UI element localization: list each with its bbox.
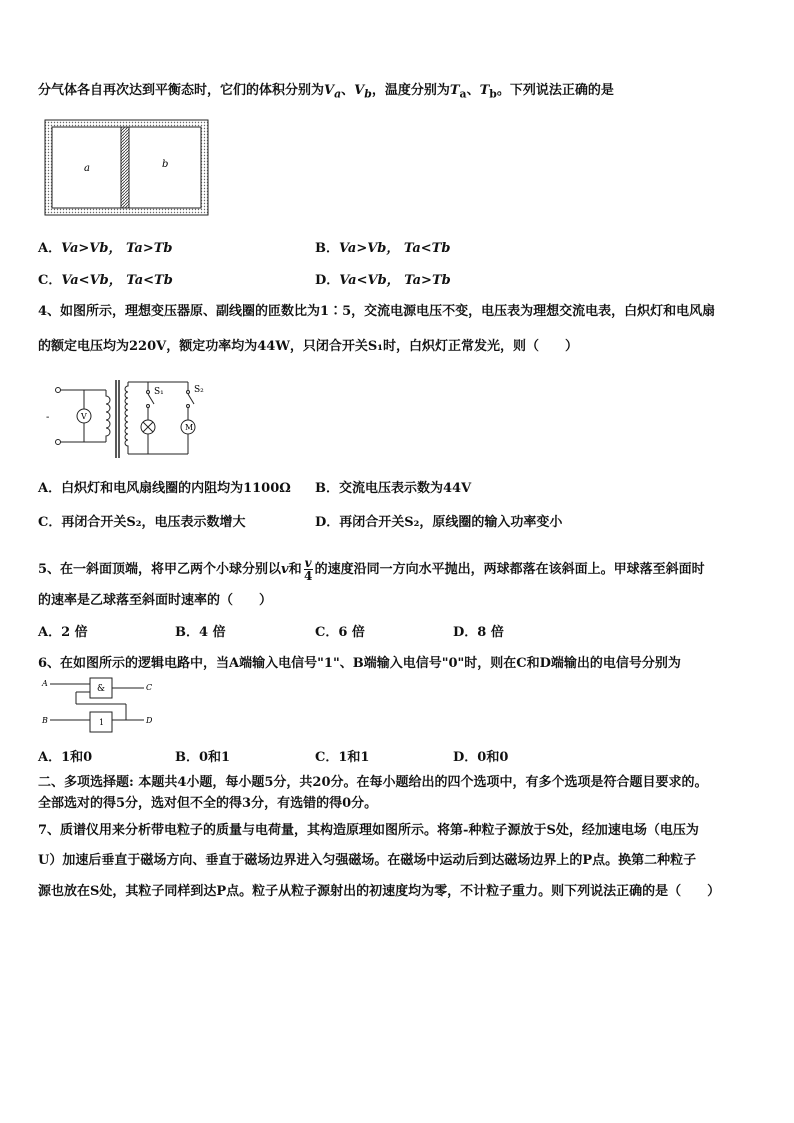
q4-switch-s2 [188, 394, 194, 404]
q5-option-d-text: 8 倍 [477, 625, 504, 640]
q5-option-a-label: A． [38, 625, 62, 640]
q3-piston [121, 127, 129, 208]
q4-option-c[interactable] [38, 514, 245, 532]
q5-stem-line2: 的速率是乙球落至斜面时速率的（ ） [38, 593, 273, 608]
q5-option-b[interactable] [175, 624, 226, 642]
q6-label-b: B [42, 716, 48, 725]
q4-label-v: V [81, 412, 87, 421]
q3-sep1: 、 [341, 83, 355, 98]
q3-option-d[interactable] [315, 272, 451, 290]
q4-secondary-coil [125, 382, 128, 454]
q5-option-c[interactable] [315, 624, 365, 642]
q6-option-c-label: C． [315, 750, 339, 765]
q4-option-a-text: 白炽灯和电风扇线圈的内阻均为1100Ω [61, 481, 291, 496]
q3-sub-b: b [364, 87, 372, 101]
q4-label-s1: S₁ [154, 387, 164, 397]
q6-stem-line1: 6、在如图所示的逻辑电路中，当A端输入电信号"1"、B端输入电信号"0"时，则在C和D端输出的电信号分别为 [38, 656, 681, 671]
q3-option-c-text: Va<Vb， Ta<Tb [61, 273, 173, 288]
q3-option-b-label: B． [315, 241, 339, 256]
q5-option-d-label: D． [453, 625, 478, 640]
q6-option-a-text: 1和0 [61, 750, 93, 765]
q7-stem-line3: 源也放在S处，其粒子同样到达P点。粒子从粒子源射出的初速度均为零，不计粒子重力。则下列说法正确的是（ ） [38, 884, 721, 899]
q6-option-c-text: 1和1 [338, 750, 370, 765]
q3-option-b-text: Va>Vb， Ta<Tb [339, 241, 451, 256]
q3-stem-text: 分气体各自再次达到平衡态时，它们的体积分别为 [38, 83, 325, 98]
q6-option-d-text: 0和0 [477, 750, 509, 765]
q6-option-a[interactable] [38, 749, 92, 767]
q3-option-b[interactable] [315, 240, 450, 258]
q6-option-b-label: B． [175, 750, 199, 765]
q3-symbol-t2: T [479, 83, 490, 98]
q3-option-a[interactable] [38, 240, 173, 258]
q3-sub-a2: a [459, 87, 467, 101]
section2-header-line1: 二、多项选择题: 本题共4小题，每小题5分，共20分。在每小题给出的四个选项中，有多个选项是符合题目要求的。 [38, 775, 708, 790]
q6-option-c[interactable] [315, 749, 369, 767]
q6-label-a: A [42, 679, 48, 688]
q4-option-b[interactable] [315, 480, 471, 498]
q3-sub-a: a [334, 87, 342, 101]
q5-option-b-label: B． [175, 625, 199, 640]
q6-label-d: D [146, 716, 153, 725]
q5-option-d[interactable] [453, 624, 504, 642]
q7-stem-line2: U）加速后垂直于磁场方向、垂直于磁场边界进入匀强磁场。在磁场中运动后到达磁场边界上的P点。换第二种粒子 [38, 853, 697, 868]
q3-symbol-t1: T [449, 83, 460, 98]
q5-frac-den: 4 [303, 569, 313, 583]
q5-option-b-text: 4 倍 [199, 625, 226, 640]
q5-stem-line1 [38, 557, 705, 582]
q3-label-a: a [84, 163, 90, 174]
q5-option-a[interactable] [38, 624, 88, 642]
q6-label-c: C [146, 683, 153, 692]
q6-and-label: & [97, 684, 106, 694]
q3-stem-mid: ，温度分别为 [371, 83, 450, 98]
q4-option-a[interactable] [38, 480, 291, 498]
q6-not-label: 1 [99, 718, 105, 727]
q4-option-d[interactable] [315, 514, 562, 532]
q4-option-d-label: D． [315, 515, 340, 530]
q6-logic-figure [40, 674, 160, 736]
q3-symbol-v1: V [324, 83, 335, 98]
q5-symbol-v: v [281, 562, 289, 577]
q3-option-d-text: Va<Vb， Ta>Tb [339, 273, 451, 288]
q5-option-c-label: C． [315, 625, 339, 640]
q3-option-a-text: Va>Vb， Ta>Tb [61, 241, 173, 256]
q5-fraction [304, 557, 313, 582]
q6-option-a-label: A． [38, 750, 62, 765]
q5-frac-num: v [304, 556, 312, 570]
section2-header-line2: 全部选对的得5分，选对但不全的得3分，有选错的得0分。 [38, 796, 378, 811]
q4-option-b-text: 交流电压表示数为44V [339, 481, 472, 496]
q4-stem-line2: 的额定电压均为220V，额定功率均为44W，只闭合开关S₁时，白炽灯正常发光，则（ ） [38, 339, 578, 354]
q6-option-d-label: D． [453, 750, 478, 765]
q3-stem-end: 。下列说法正确的是 [496, 83, 614, 98]
q4-label-m: M [185, 423, 194, 432]
q3-option-c-label: C． [38, 273, 62, 288]
q3-label-b: b [162, 159, 169, 170]
q7-stem-line1: 7、质谱仪用来分析带电粒子的质量与电荷量，其构造原理如图所示。将第-种粒子源放于S处，经加速电场（电压为 [38, 823, 699, 838]
q3-sub-b2: b [489, 87, 497, 101]
q3-option-d-label: D． [315, 273, 340, 288]
q3-option-a-label: A． [38, 241, 62, 256]
q4-option-b-label: B． [315, 481, 339, 496]
q5-stem-part1: 5、在一斜面顶端，将甲乙两个小球分别以 [38, 562, 282, 577]
q3-symbol-v2: V [354, 83, 365, 98]
q4-label-s2: S₂ [194, 385, 204, 395]
q4-option-c-label: C． [38, 515, 62, 530]
q6-option-b[interactable] [175, 749, 230, 767]
q5-stem-and: 和 [288, 562, 302, 577]
svg-text:-: - [46, 412, 50, 423]
q5-option-c-text: 6 倍 [338, 625, 365, 640]
q3-stem [38, 82, 614, 104]
q4-option-a-label: A． [38, 481, 62, 496]
q4-stem-line1: 4、如图所示，理想变压器原、副线圈的匝数比为1∶5，交流电源电压不变，电压表为理想交流电表，白炽灯和电风扇 [38, 304, 716, 319]
q6-option-b-text: 0和1 [199, 750, 231, 765]
q5-stem-part2: 的速度沿同一方向水平抛出，两球都落在该斜面上。甲球落至斜面时 [314, 562, 705, 577]
q4-option-d-text: 再闭合开关S₂，原线圈的输入功率变小 [339, 515, 563, 530]
q5-option-a-text: 2 倍 [61, 625, 88, 640]
q3-container-figure [44, 118, 210, 218]
q6-option-d[interactable] [453, 749, 508, 767]
q3-option-c[interactable] [38, 272, 173, 290]
q4-option-c-text: 再闭合开关S₂，电压表示数增大 [61, 515, 246, 530]
q3-sep2: 、 [466, 83, 480, 98]
q4-primary-coil [106, 390, 110, 442]
q4-circuit-figure [44, 372, 214, 464]
